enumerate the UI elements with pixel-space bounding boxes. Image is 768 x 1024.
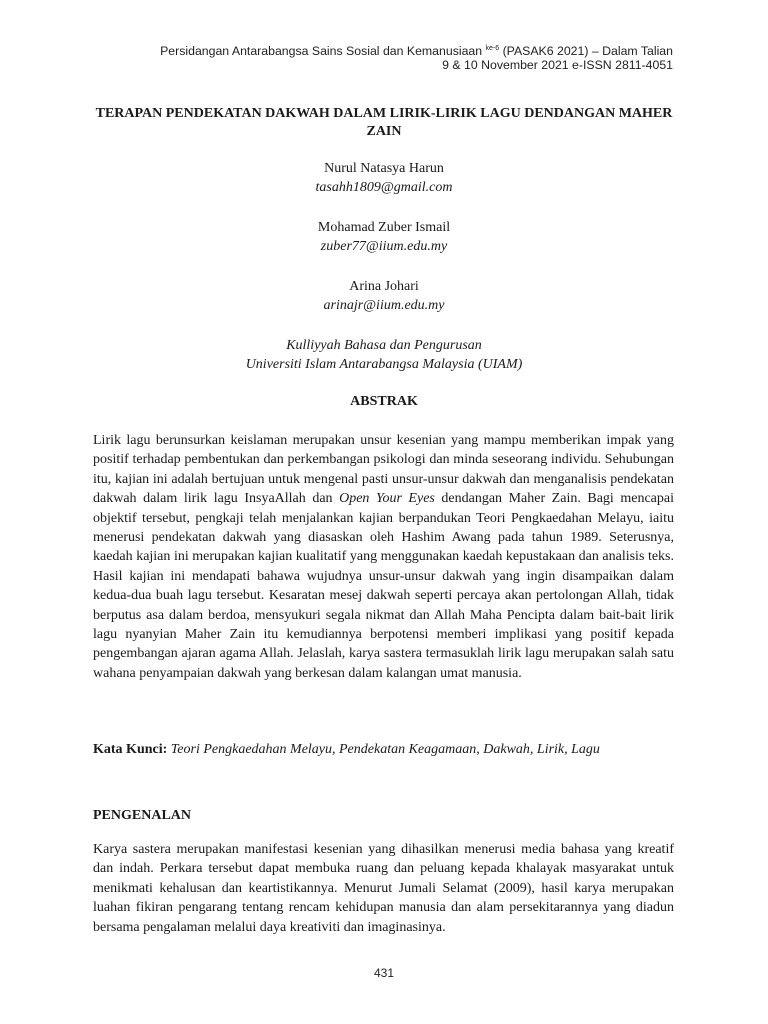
- author-name: Mohamad Zuber Ismail: [317, 220, 451, 235]
- page-number: 431: [373, 966, 395, 980]
- affiliation: [84, 336, 684, 374]
- header-line-2: 9 & 10 November 2021 e-ISSN 2811-4051: [442, 58, 673, 72]
- keywords: [93, 740, 683, 759]
- affiliation-university: Universiti Islam Antarabangsa Malaysia (UIAM): [245, 357, 523, 372]
- section-heading-introduction: PENGENALAN: [93, 808, 192, 823]
- author-name: Arina Johari: [349, 279, 419, 294]
- header-conference-name: Persidangan Antarabangsa Sains Sosial dan Kemanusiaan: [160, 44, 483, 58]
- abstract-body: [93, 431, 674, 683]
- paper-title: TERAPAN PENDEKATAN DAKWAH DALAM LIRIK-LIRIK LAGU DENDANGAN MAHER ZAIN: [95, 106, 673, 139]
- abstract-heading: ABSTRAK: [350, 394, 418, 409]
- author-email: zuber77@iium.edu.my: [320, 239, 448, 254]
- author-name: Nurul Natasya Harun: [324, 161, 444, 176]
- author-block: [84, 277, 684, 315]
- keywords-label: Kata Kunci:: [93, 742, 168, 757]
- header-superscript: ke-6: [485, 45, 500, 52]
- abstract-text-part-2: dendangan Maher Zain. Bagi mencapai objektif tersebut, pengkaji telah menjalankan kajian berpandukan Teori Pengkaedahan Melayu, iaitu menerusi pendekatan dakwah yang diasaskan oleh Hashim Awang pada tahun 1989. Seterusnya, kaedah kajian ini merupakan kajian kualitatif yang menggunakan kaedah kepustakaan dan analisis teks. Hasil kajian ini mendapati bahawa wujudnya unsur-unsur dakwah yang ingin disampaikan dalam kedua-dua buah lagu tersebut. Kesaratan mesej dakwah seperti percaya akan pertolongan Allah, tidak berputus asa dalam berdoa, mensyukuri segala nikmat dan Allah Maha Pencipta dalam bait-bait lirik lagu nyanyian Maher Zain itu kemudiannya berpotensi memberi implikasi yang positif kepada pengembangan ajaran agama Allah. Jelaslah, karya sastera termasuklah lirik lagu merupakan salah satu wahana penyampaian dakwah yang berkesan dalam kalangan umat manusia.: [93, 491, 674, 681]
- abstract-italic-title: Open Your Eyes: [339, 491, 435, 507]
- affiliation-faculty: Kulliyyah Bahasa dan Pengurusan: [286, 338, 482, 353]
- header-line-1: [73, 42, 673, 58]
- author-block: [84, 218, 684, 256]
- running-header: [73, 42, 673, 72]
- keywords-text: Teori Pengkaedahan Melayu, Pendekatan Keagamaan, Dakwah, Lirik, Lagu: [170, 742, 600, 757]
- author-email: arinajr@iium.edu.my: [323, 298, 445, 313]
- introduction-body: Karya sastera merupakan manifestasi kesenian yang dihasilkan menerusi media bahasa yang kreatif dan indah. Perkara tersebut dapat membuka ruang dan peluang kepada khalayak masyarakat untuk menikmati kehalusan dan keartistikannya. Menurut Jumali Selamat (2009), hasil karya merupakan luahan fikiran pengarang tentang rencam kehidupan manusia dan alam persekitarannya yang diadun bersama pengalaman melalui daya kreativiti dan imaginasinya.: [93, 842, 674, 935]
- header-conference-suffix: (PASAK6 2021) – Dalam Talian: [502, 44, 673, 58]
- author-email: tasahh1809@gmail.com: [315, 180, 453, 195]
- abstract-text-part-1: Lirik lagu berunsurkan keislaman merupakan unsur kesenian yang mampu memberikan impak yang positif terhadap pembentukan dan perkembangan psikologi dan minda seseorang individu. Sehubungan itu, kajian ini adalah bertujuan untuk mengenal pasti unsur-unsur dakwah dan menganalisis pendekatan dakwah dalam lirik lagu InsyaAllah dan: [93, 433, 674, 507]
- author-block: [84, 159, 684, 197]
